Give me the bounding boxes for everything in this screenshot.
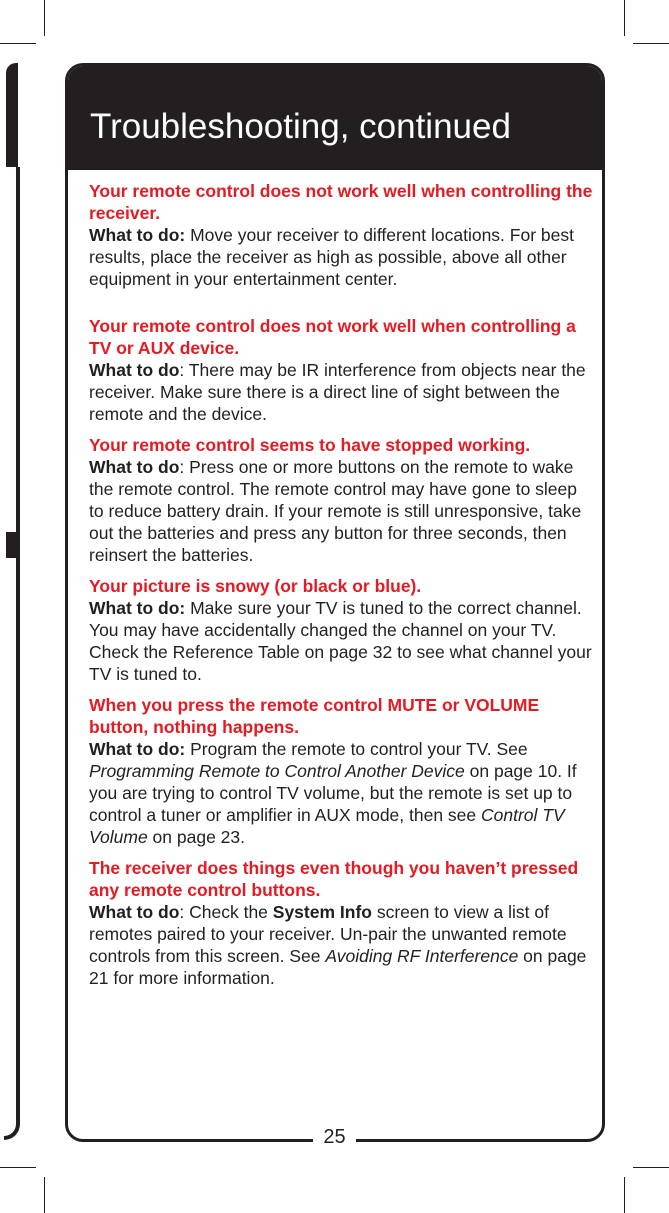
- solution-body: on page 10. If you are trying to control TV volume, but the remote is set up to control a tuner or amplifier in AUX mode, then see: [89, 761, 577, 825]
- cross-reference: Programming Remote to Control Another Device: [89, 761, 465, 781]
- crop-mark: [0, 43, 36, 44]
- page-title: Troubleshooting, continued: [90, 107, 511, 146]
- cross-reference: Control TV Volume: [89, 805, 565, 847]
- problem-heading: Your picture is snowy (or black or blue).: [89, 576, 422, 596]
- what-to-do-label: What to do: [89, 360, 180, 380]
- solution-body: on page 23.: [147, 827, 245, 847]
- problem-heading: Your remote control seems to have stopped working.: [89, 435, 531, 455]
- solution-body: : Check the: [179, 902, 273, 922]
- page-number: [0, 1125, 669, 1149]
- panel-header: [68, 66, 602, 170]
- crop-mark: [44, 1177, 45, 1213]
- solution-text: [89, 359, 594, 425]
- solution-text: [89, 738, 594, 848]
- left-edge-line: [16, 167, 20, 1119]
- solution-text: [89, 224, 594, 290]
- solution-body: : Press one or more buttons on the remote to wake the remote control. The remote control may have gone to sleep to reduce battery drain. If your remote is still unresponsive, take out the batteries and press any button for three seconds, then reinsert the batteries.: [89, 457, 582, 565]
- problem-heading: Your remote control does not work well when controlling a TV or AUX device.: [89, 316, 576, 358]
- troubleshooting-item: [89, 575, 594, 685]
- troubleshooting-item: [89, 180, 594, 290]
- cross-reference: Avoiding RF Interference: [325, 946, 519, 966]
- crop-mark: [633, 1167, 669, 1168]
- what-to-do-label: What to do:: [89, 739, 186, 759]
- what-to-do-label: What to do: [89, 902, 180, 922]
- left-edge-tab: [6, 532, 20, 558]
- solution-body: on page 21 for more information.: [89, 946, 587, 988]
- troubleshooting-item: [89, 315, 594, 425]
- troubleshooting-item: [89, 857, 594, 989]
- what-to-do-label: What to do:: [89, 598, 186, 618]
- problem-heading: Your remote control does not work well when controlling the receiver.: [89, 181, 593, 223]
- solution-body: screen to view a list of remotes paired to your receiver. Un-pair the unwanted remote controls from this screen. See: [89, 902, 567, 966]
- solution-text: [89, 597, 594, 685]
- troubleshooting-item: [89, 694, 594, 848]
- crop-mark: [0, 1167, 36, 1168]
- what-to-do-label: What to do:: [89, 225, 186, 245]
- troubleshooting-list: [89, 180, 594, 998]
- page-number-label: 25: [313, 1126, 355, 1148]
- what-to-do-label: What to do: [89, 457, 180, 477]
- troubleshooting-item: [89, 434, 594, 566]
- problem-heading: When you press the remote control MUTE or VOLUME button, nothing happens.: [89, 695, 540, 737]
- problem-heading: The receiver does things even though you haven’t pressed any remote control buttons.: [89, 858, 579, 900]
- left-edge-bar: [6, 63, 18, 167]
- crop-mark: [44, 0, 45, 36]
- solution-body: Program the remote to control your TV. See: [185, 739, 528, 759]
- crop-mark: [624, 1177, 625, 1213]
- solution-text: [89, 901, 594, 989]
- crop-mark: [624, 0, 625, 36]
- solution-body: Move your receiver to different locations. For best results, place the receiver as high as possible, above all other equipment in your entertainment center.: [89, 225, 574, 289]
- solution-body: : There may be IR interference from objects near the receiver. Make sure there is a direct line of sight between the remote and the device.: [89, 360, 586, 424]
- solution-body: Make sure your TV is tuned to the correct channel. You may have accidentally changed the channel on your TV. Check the Reference Table on page 32 to see what channel your TV is tuned to.: [89, 598, 592, 684]
- screen-name: System Info: [272, 902, 372, 922]
- crop-mark: [633, 43, 669, 44]
- solution-text: [89, 456, 594, 566]
